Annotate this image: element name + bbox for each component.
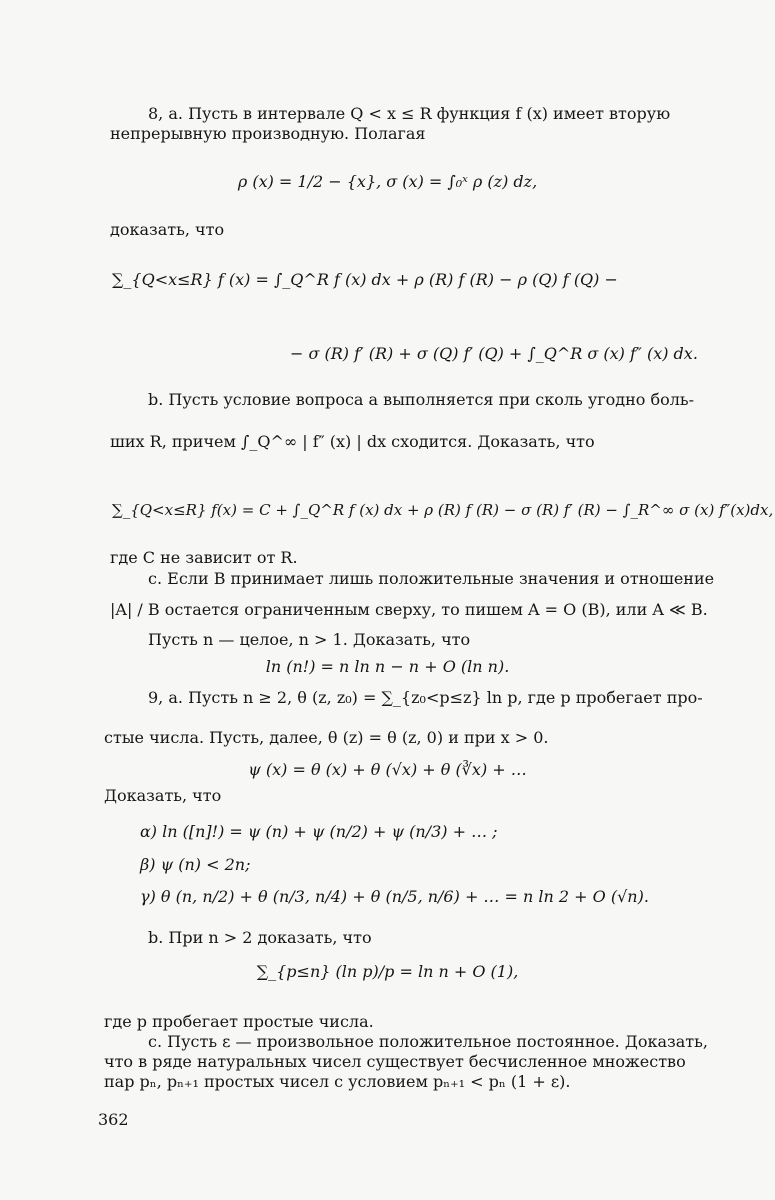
p9-a-line2: стые числа. Пусть, далее, θ (z) = θ (z, 0) и при x > 0. bbox=[104, 728, 549, 747]
p8-definition-formula: ρ (x) = 1/2 − {x}, σ (x) = ∫₀ˣ ρ (z) dz, bbox=[237, 172, 538, 191]
p8-formula1-line1: ∑_{Q<x≤R} f (x) = ∫_Q^R f (x) dx + ρ (R) f (R) − ρ (Q) f (Q) − bbox=[112, 270, 618, 289]
p8-c-line1: c. Если B принимает лишь положительные значения и отношение bbox=[148, 569, 715, 588]
p8-where-c: где C не зависит от R. bbox=[110, 548, 298, 567]
p8-a-line1: 8, a. Пусть в интервале Q < x ≤ R функция f (x) имеет вторую bbox=[148, 104, 671, 123]
p9-c-line2: что в ряде натуральных чисел существует бесчисленное множество bbox=[104, 1052, 686, 1071]
p8-c-line3: Пусть n — целое, n > 1. Доказать, что bbox=[148, 630, 471, 649]
p8-c-line2: |A| / B остается ограниченным сверху, то пишем A = O (B), или A ≪ B. bbox=[110, 600, 708, 619]
page-number: 362 bbox=[98, 1110, 129, 1129]
p8-a-line2: непрерывную производную. Полагая bbox=[110, 124, 426, 143]
p8-b-line1: b. Пусть условие вопроса a выполняется при сколь угодно боль- bbox=[148, 390, 695, 409]
p8-b-line2: ших R, причем ∫_Q^∞ | f″ (x) | dx сходится. Доказать, что bbox=[110, 432, 595, 451]
p9-b-line1: b. При n > 2 доказать, что bbox=[148, 928, 372, 947]
p8-formula2: ∑_{Q<x≤R} f(x) = C + ∫_Q^R f (x) dx + ρ (R) f (R) − σ (R) f′ (R) − ∫_R^∞ σ (x) f″(x)dx, bbox=[112, 501, 774, 519]
p9-gamma: γ) θ (n, n/2) + θ (n/3, n/4) + θ (n/5, n/6) + … = n ln 2 + O (√n). bbox=[140, 887, 649, 906]
p9-c-line3: пар pₙ, pₙ₊₁ простых чисел с условием pₙ₊₁ < pₙ (1 + ε). bbox=[104, 1072, 571, 1091]
p8-c-formula: ln (n!) = n ln n − n + O (ln n). bbox=[265, 657, 510, 676]
p8-prove-that: доказать, что bbox=[110, 220, 225, 239]
p9-b-formula: ∑_{p≤n} (ln p)/p = ln n + O (1), bbox=[256, 962, 519, 981]
p9-beta: β) ψ (n) < 2n; bbox=[140, 855, 251, 874]
p8-formula1-line2: − σ (R) f′ (R) + σ (Q) f′ (Q) + ∫_Q^R σ (x) f″ (x) dx. bbox=[290, 344, 698, 363]
p9-a-line1: 9, a. Пусть n ≥ 2, θ (z, z₀) = ∑_{z₀<p≤z} ln p, где p пробегает про- bbox=[148, 688, 703, 707]
p9-alpha: α) ln ([n]!) = ψ (n) + ψ (n/2) + ψ (n/3) + … ; bbox=[140, 822, 498, 841]
p9-prove-that: Доказать, что bbox=[104, 786, 222, 805]
p9-psi-formula: ψ (x) = θ (x) + θ (√x) + θ (∛x) + … bbox=[248, 760, 527, 779]
p9-c-line1: c. Пусть ε — произвольное положительное постоянное. Доказать, bbox=[148, 1032, 708, 1051]
p9-b-where: где p пробегает простые числа. bbox=[104, 1012, 374, 1031]
